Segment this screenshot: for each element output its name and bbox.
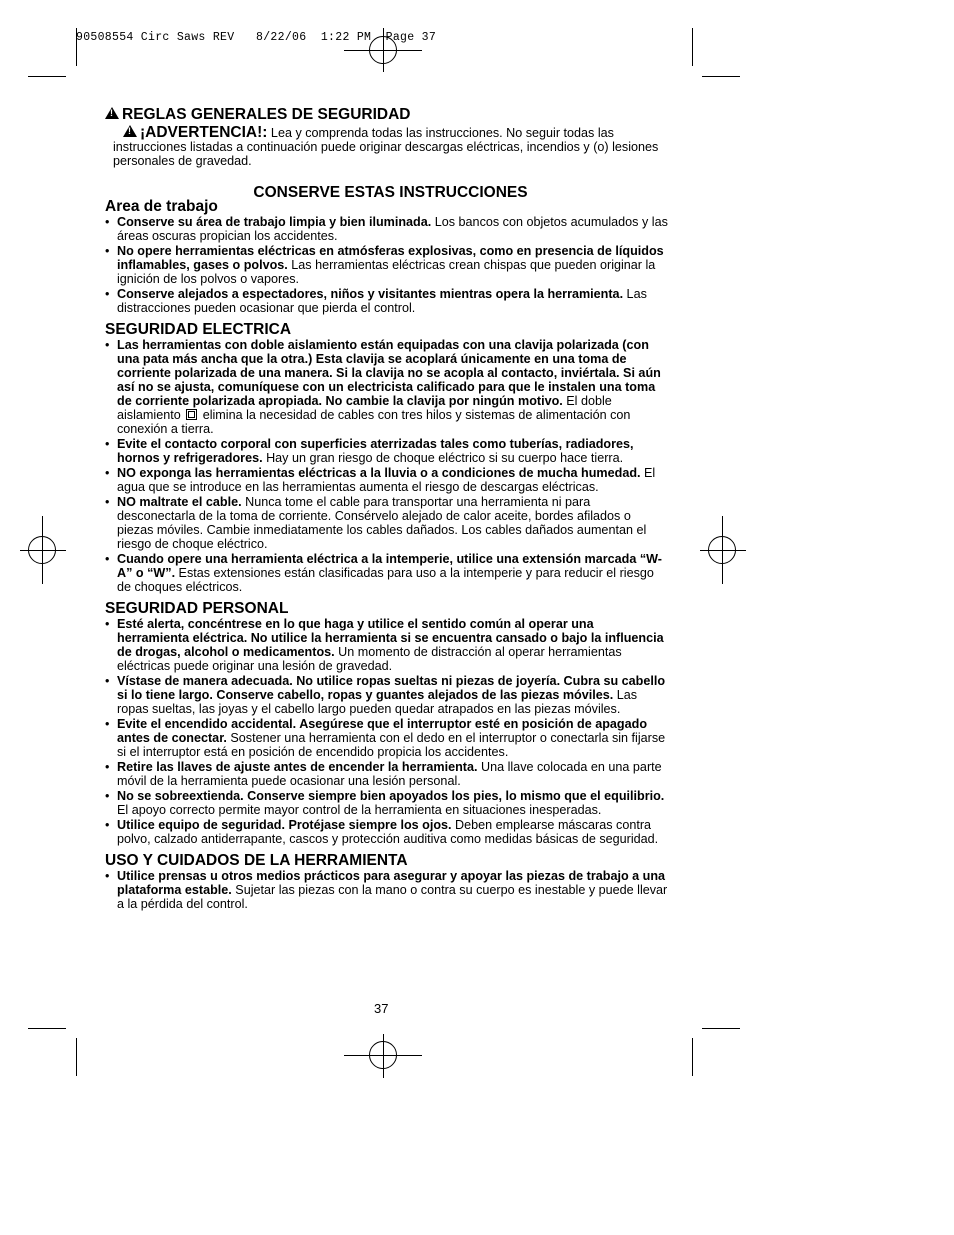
uso-list [105, 869, 668, 911]
bullet-icon: • [105, 466, 110, 480]
registration-circle-icon [708, 536, 736, 564]
bullet-icon: • [105, 437, 110, 451]
list-item: • Evite el encendido accidental. Asegúrese que el interruptor esté en posición de apagado antes de conectar. Sostener una herramienta con el dedo en el interruptor o conectarla sin fijarse si el interruptor está en posición de encendido propicia los accidentes. [105, 717, 666, 759]
section-title-uso: USO Y CUIDADOS DE LA HERRAMIENTA [105, 852, 408, 869]
print-header: 90508554 Circ Saws REV 8/22/06 1:22 PM Page 37 [76, 31, 437, 44]
list-item: • Retire las llaves de ajuste antes de encender la herramienta. Una llave colocada en una parte móvil de la herramienta puede ocasionar una lesión personal. [105, 760, 662, 788]
warning-text: Lea y comprenda todas las instrucciones. No seguir todas las instrucciones listadas a continuación puede originar descargas eléctricas, incendios y (o) lesiones personales de gravedad. [113, 126, 659, 168]
electrica-list [105, 338, 668, 594]
list-item: • Vístase de manera adecuada. No utilice ropas sueltas ni piezas de joyería. Cubra su cabello si lo tiene largo. Conserve cabello, ropas y guantes alejados de las piezas móviles. Las ropas sueltas, las joyas y el cabello largo pueden quedar atrapados en las piezas móviles. [105, 674, 666, 716]
crop-mark [76, 28, 77, 66]
double-insulation-icon [186, 409, 197, 420]
bullet-icon: • [105, 552, 110, 566]
crop-mark [28, 76, 66, 77]
section-title-area: Area de trabajo [105, 198, 218, 215]
bullet-icon: • [105, 617, 110, 631]
list-item: • Conserve alejados a espectadores, niños y visitantes mientras opera la herramienta. Las distracciones pueden ocasionar que pierda el control. [105, 287, 647, 315]
bullet-icon: • [105, 818, 110, 832]
list-item: • Evite el contacto corporal con superficies aterrizadas tales como tuberías, radiadores, hornos y refrigeradores. Hay un gran riesgo de choque eléctrico si su cuerpo hace tierra. [105, 437, 634, 465]
page-title: !REGLAS GENERALES DE SEGURIDAD [105, 106, 668, 124]
list-item: • No se sobreextienda. Conserve siempre bien apoyados los pies, lo mismo que el equilibrio. El apoyo correcto permite mayor control de la herramienta en situaciones inesperadas. [105, 789, 665, 817]
bullet-icon: • [105, 869, 110, 883]
bullet-icon: • [105, 674, 110, 688]
bullet-icon: • [105, 287, 110, 301]
section-title-personal: SEGURIDAD PERSONAL [105, 600, 289, 617]
warning-paragraph [113, 125, 668, 168]
list-item: • Esté alerta, concéntrese en lo que haga y utilice el sentido común al operar una herramienta eléctrica. No utilice la herramienta si se encuentra cansado o bajo la influencia de drogas, alcohol o medicamentos. Un momento de distracción al operar herramientas eléctricas puede originar una lesión de gravedad. [105, 617, 664, 673]
list-item: • NO maltrate el cable. Nunca tome el cable para transportar una herramienta ni para desconectarla de la toma de corriente. Consérvelo alejado de calor aceite, bordes afilados o piezas móviles. Cambie inmediatamente los cables dañados. Los cables dañados aumentan el riesgo de choque eléctrico. [105, 495, 647, 551]
crop-mark [28, 1028, 66, 1029]
safety-rules-content [105, 106, 668, 912]
bullet-icon: • [105, 495, 110, 509]
list-item: • NO exponga las herramientas eléctricas a la lluvia o a condiciones de mucha humedad. El agua que se introduce en las herramientas aumenta el riesgo de descargas eléctricas. [105, 466, 656, 494]
registration-circle-icon [28, 536, 56, 564]
bullet-icon: • [105, 789, 110, 803]
list-item: • Conserve su área de trabajo limpia y bien iluminada. Los bancos con objetos acumulados y las áreas oscuras propician los accidentes. [105, 215, 668, 243]
list-item: • Cuando opere una herramienta eléctrica a la intemperie, utilice una extensión marcada “W-A” o “W”. Estas extensiones están clasificadas para uso a la intemperie y para reducir el riesgo de choques eléctricos. [105, 552, 662, 594]
conserve-heading: CONSERVE ESTAS INSTRUCCIONES [253, 184, 528, 201]
section-title-electrica: SEGURIDAD ELECTRICA [105, 321, 292, 338]
list-item: • Utilice equipo de seguridad. Protéjase siempre los ojos. Deben emplearse máscaras contra polvo, calzado antiderrapante, cascos y protección auditiva como medidas básicas de seguridad. [105, 818, 659, 846]
list-item: • Utilice prensas u otros medios prácticos para asegurar y apoyar las piezas de trabajo a una plataforma estable. Sujetar las piezas con la mano o contra su cuerpo es inestable y puede llevar a la pérdida del control. [105, 869, 668, 911]
registration-circle-icon [369, 1041, 397, 1069]
list-item: • No opere herramientas eléctricas en atmósferas explosivas, como en presencia de líquidos inflamables, gases o polvos. Las herramientas eléctricas crean chispas que pueden originar la ignición de los polvos o vapores. [105, 244, 664, 286]
bullet-icon: • [105, 244, 110, 258]
crop-mark [76, 1038, 77, 1076]
crop-mark [702, 76, 740, 77]
bullet-icon: • [105, 215, 110, 229]
registration-circle-icon [369, 36, 397, 64]
warning-triangle-icon [105, 107, 119, 119]
bullet-icon: • [105, 338, 110, 352]
crop-mark [692, 1038, 693, 1076]
bullet-icon: • [105, 760, 110, 774]
area-list [105, 215, 668, 315]
bullet-icon: • [105, 717, 110, 731]
list-item: • Las herramientas con doble aislamiento están equipadas con una clavija polarizada (con una pata más ancha que la otra.) Esta clavija se acoplará únicamente en una toma de corriente polarizada de una manera. Si la clavija no se acopla al contacto, inviértala. Si aún así no se ajusta, comuníquese con un electricista calificado para que le instalen una toma de corriente polarizada apropiada. No cambie la clavija por ningún motivo. El doble aislamiento elimina la necesidad de cables con tres hilos y sistemas de alimentación con conexión a tierra. [105, 338, 661, 436]
page-number: 37 [374, 1001, 389, 1016]
crop-mark [692, 28, 693, 66]
personal-list [105, 617, 668, 846]
warning-triangle-icon [123, 125, 137, 137]
warning-lead: ¡ADVERTENCIA!: [140, 124, 268, 141]
crop-mark [702, 1028, 740, 1029]
